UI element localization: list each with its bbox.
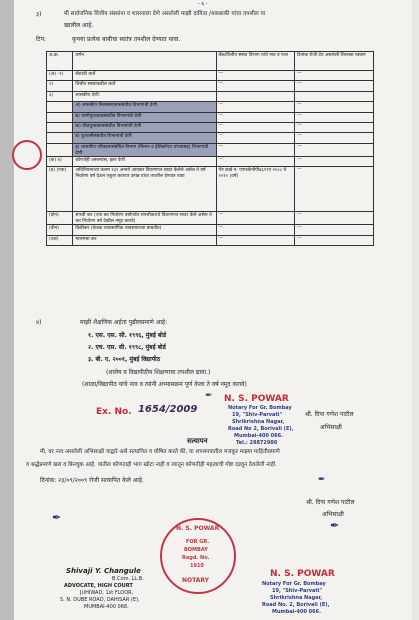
row-bank: — (216, 156, 294, 166)
left-margin-stamp (12, 140, 42, 170)
notary-top-line: Road No 2, Borivali (E), (228, 426, 294, 432)
row-amount: — (294, 102, 373, 112)
col-header-description: वर्णन (73, 52, 216, 71)
row-amount: — (294, 156, 373, 166)
row-description: वित्तीय संस्थांकडील कर्जे (73, 81, 216, 91)
note-text: कृपया प्रत्येक बाबीचा स्वतंत्र तपशील देण्यात यावा. (72, 36, 181, 43)
row-description: अधिनियमाच्या कलम १३९ अन्वये आयकर विवरणपत्र सादर केलेले असेल ते वर्ष निर्धारण वर्ष देऊन एकूण करपात्र उत्पन्न यांचा तपशील देण्यात यावा (73, 167, 216, 212)
col-header-bank: बँक/वित्तीय संस्था विभाग यांचे नाव व पत्ता (216, 52, 294, 71)
notary-bottom-line: Mumbai-400 066. (272, 609, 322, 615)
table-row (47, 235, 374, 245)
row-description: ड) दूरध्वनीसंबंधीत विभागांची देणी (73, 133, 216, 143)
reg-number: 1654/2009 (138, 404, 198, 415)
page-number: - ६ - (198, 1, 208, 7)
row-bank: — (216, 225, 294, 235)
row-serial: (ड) (एक) (47, 167, 73, 212)
notary-bottom-line: Road No. 2, Borivali (E), (262, 602, 330, 608)
row-bank (216, 91, 294, 101)
advocate-address-1: JUHIWAD, 1st FLOOR, (80, 590, 134, 596)
seal-text: BOMBAY (184, 547, 208, 553)
table-row (47, 122, 374, 132)
seal-top-text: N. S. POWAR (176, 525, 220, 532)
col-header-amount: दिनांक रोजी देय असलेली शिल्लक रक्कम (294, 52, 373, 71)
table-row (47, 143, 374, 156)
row-amount: — (294, 112, 373, 122)
row-amount: — (294, 133, 373, 143)
advocate-degree: B.Com. LL.B. (112, 576, 144, 582)
deponent-name-top: श्री. दिपा गणेश पाटील (305, 411, 354, 418)
item-3-number: ३) (36, 11, 42, 18)
row-bank: — (216, 81, 294, 91)
education-line: ३. बी. ए. २००१, मुंबई विद्यापीठ (88, 356, 161, 363)
deponent-title-bottom: अभिसाक्षी (322, 511, 344, 518)
row-serial: २) (47, 81, 73, 91)
deponent-name-bottom: श्री. दिपा गणेश पाटील (306, 499, 355, 506)
table-row (47, 225, 374, 235)
row-description: ब) पाणीपुरवठ्यासंबंधीत विभागांची देणी (73, 112, 216, 122)
row-serial: (अ) -१) (47, 71, 73, 81)
row-description: इ) शासकीय परिवहनासंबंधित विभाग (विमान व हेलिकॉप्टर यांच्यासह) विभागांची देणी (73, 143, 216, 156)
item-3-line2: खालील आहे. (64, 22, 94, 29)
row-description: अ) शासकीय निवासस्थानासंबंधीत विभागांची देणी (73, 102, 216, 112)
row-bank: पॅन कार्ड नं. एएफकेपीपी४६९९ए २००८ ते २०१० (वर्ष) (216, 167, 294, 212)
verification-text-2: व श्रद्धेप्रमाणे खरा व बिनचूक आहे. यातील कोणताही भाग खोटा नाही व त्यातून कोणतीही महत्वाची गोष्ट दडवून ठेवलेली नाही. (26, 462, 277, 468)
row-bank: — (216, 71, 294, 81)
reg-label: Ex. No. (96, 407, 132, 417)
table-row (47, 156, 374, 166)
row-serial (47, 102, 73, 112)
row-serial: (क) ४) (47, 156, 73, 166)
row-description: विक्रीकर (केवळ व्यावसायिक व्यवसायाच्या बाबतीत) (73, 225, 216, 235)
scanner-edge (0, 0, 14, 620)
signature-bottom: ✒ (318, 475, 326, 485)
row-bank: — (216, 102, 294, 112)
row-serial: ३) (47, 91, 73, 101)
row-description: बँकांची कर्जे (73, 71, 216, 81)
table-row (47, 81, 374, 91)
table-row (47, 167, 374, 212)
signature-top: ✒ (205, 391, 213, 401)
seal-text: FOR GR. (186, 539, 210, 545)
row-amount: — (294, 225, 373, 235)
notary-bottom-line: 19, "Shiv-Parvati" (272, 588, 323, 594)
row-amount: — (294, 71, 373, 81)
row-bank: — (216, 112, 294, 122)
education-heading: माझी शैक्षणिक अर्हता पुढीलप्रमाणे आहे: (80, 319, 168, 326)
row-bank: — (216, 122, 294, 132)
row-serial (47, 143, 73, 156)
row-description: शासकीय देणी: (73, 91, 216, 101)
education-note-2: (शाळा/विद्यापीठ यांचे नाव व त्यांनी अभ्यासक्रम पूर्ण केला ते वर्ष नमूद करावे) (82, 381, 247, 388)
row-serial (47, 122, 73, 132)
seal-text: Regd. No. (182, 555, 210, 561)
row-bank: — (216, 235, 294, 245)
verification-text-1: मी, वर नाव असलेली अभिसाक्षी याद्वारे असे सत्यापित व घोषित करते की, या शपथपत्रातील मजकूर माझ्या माहितीप्रमाणे (40, 449, 280, 455)
notary-bottom-name: N. S. POWAR (270, 569, 335, 579)
row-amount: — (294, 122, 373, 132)
row-amount: — (294, 81, 373, 91)
table-row (47, 102, 374, 112)
row-bank: — (216, 212, 294, 225)
row-amount (294, 91, 373, 101)
row-serial (47, 133, 73, 143)
col-header-serial: अ.क्र. (47, 52, 73, 71)
notary-bottom-line: Shrikrishna Nagar, (270, 595, 323, 601)
notary-top-name: N. S. POWAR (224, 394, 289, 404)
liabilities-table (46, 51, 374, 246)
item-3-line1: मी सार्वजनिक वित्तीय संस्थांना व शासनाला देणे असलेली माझी दायित्व /थकबाकी यांचा तपशील या (64, 11, 266, 17)
notary-signature: ✒ (330, 519, 340, 532)
row-amount: — (294, 212, 373, 225)
table-row (47, 112, 374, 122)
row-serial: (चार) (47, 235, 73, 245)
row-bank: — (216, 143, 294, 156)
row-description: कोणतेही असल्यास, इतर देणी (73, 156, 216, 166)
row-amount: — (294, 167, 373, 212)
row-serial: (दोन) (47, 212, 73, 225)
notary-bottom-line: Notary For Gr. Bombay (262, 581, 326, 587)
advocate-address-2: S. N. DUBE ROAD, DAHISAR (E), (60, 597, 140, 603)
row-serial (47, 112, 73, 122)
table-row (47, 212, 374, 225)
row-description: क) वीजपुरवठ्यासंबंधीत विभागांची देणी (73, 122, 216, 132)
table-row (47, 71, 374, 81)
seal-bottom-text: NOTARY (182, 577, 210, 584)
table-row (47, 133, 374, 143)
advocate-role: ADVOCATE, HIGH COURT (64, 583, 133, 589)
row-amount: — (294, 235, 373, 245)
notary-top-line: Mumbai-400 066. (234, 433, 284, 439)
advocate-name: Shivaji Y. Changule (66, 567, 141, 575)
advocate-signature: ✒ (52, 511, 62, 524)
row-bank: — (216, 133, 294, 143)
verification-title: सत्यापन (187, 437, 208, 445)
seal-text: 1910 (190, 563, 204, 569)
notary-top-line: Notary For Gr. Bombay (228, 405, 292, 411)
item-4-number: ४) (36, 319, 42, 326)
advocate-address-3: MUMBAI-400 068. (84, 604, 129, 610)
notary-top-line: Tel.: 28872986 (236, 440, 278, 446)
row-description: मालमत्ता कर (73, 235, 216, 245)
table-header-row (47, 52, 374, 71)
verification-date: दिनांक: २३/०९/२००९ रोजी सत्यापित केले आहे. (40, 477, 144, 484)
notary-top-line: Shrikrishna Nagar, (232, 419, 285, 425)
notary-top-line: 19, "Shiv-Parvati" (232, 412, 283, 418)
table-row (47, 91, 374, 101)
notary-seal (160, 518, 236, 594)
row-serial: (तीन) (47, 225, 73, 235)
deponent-title-top: अभिसाक्षी (320, 424, 342, 431)
row-amount: — (294, 143, 373, 156)
note-label: टिप: (36, 36, 47, 43)
education-note: (शालेय व विद्यापीठीय शिक्षणाचा तपशील द्यावा.) (106, 369, 211, 376)
education-line: १. एस. एस. सी. १९९६, मुंबई बोर्ड (88, 332, 167, 339)
education-line: २. एच. एस. सी. १९९८, मुंबई बोर्ड (88, 344, 166, 351)
row-description: संपत्ती कर (ज्या कर निर्धारण वर्षापर्यंत संपत्तीकराचे विवरणपत्र सादर केले असेल ते कर निर्धारण वर्ष देखील नमूद करावे) (73, 212, 216, 225)
